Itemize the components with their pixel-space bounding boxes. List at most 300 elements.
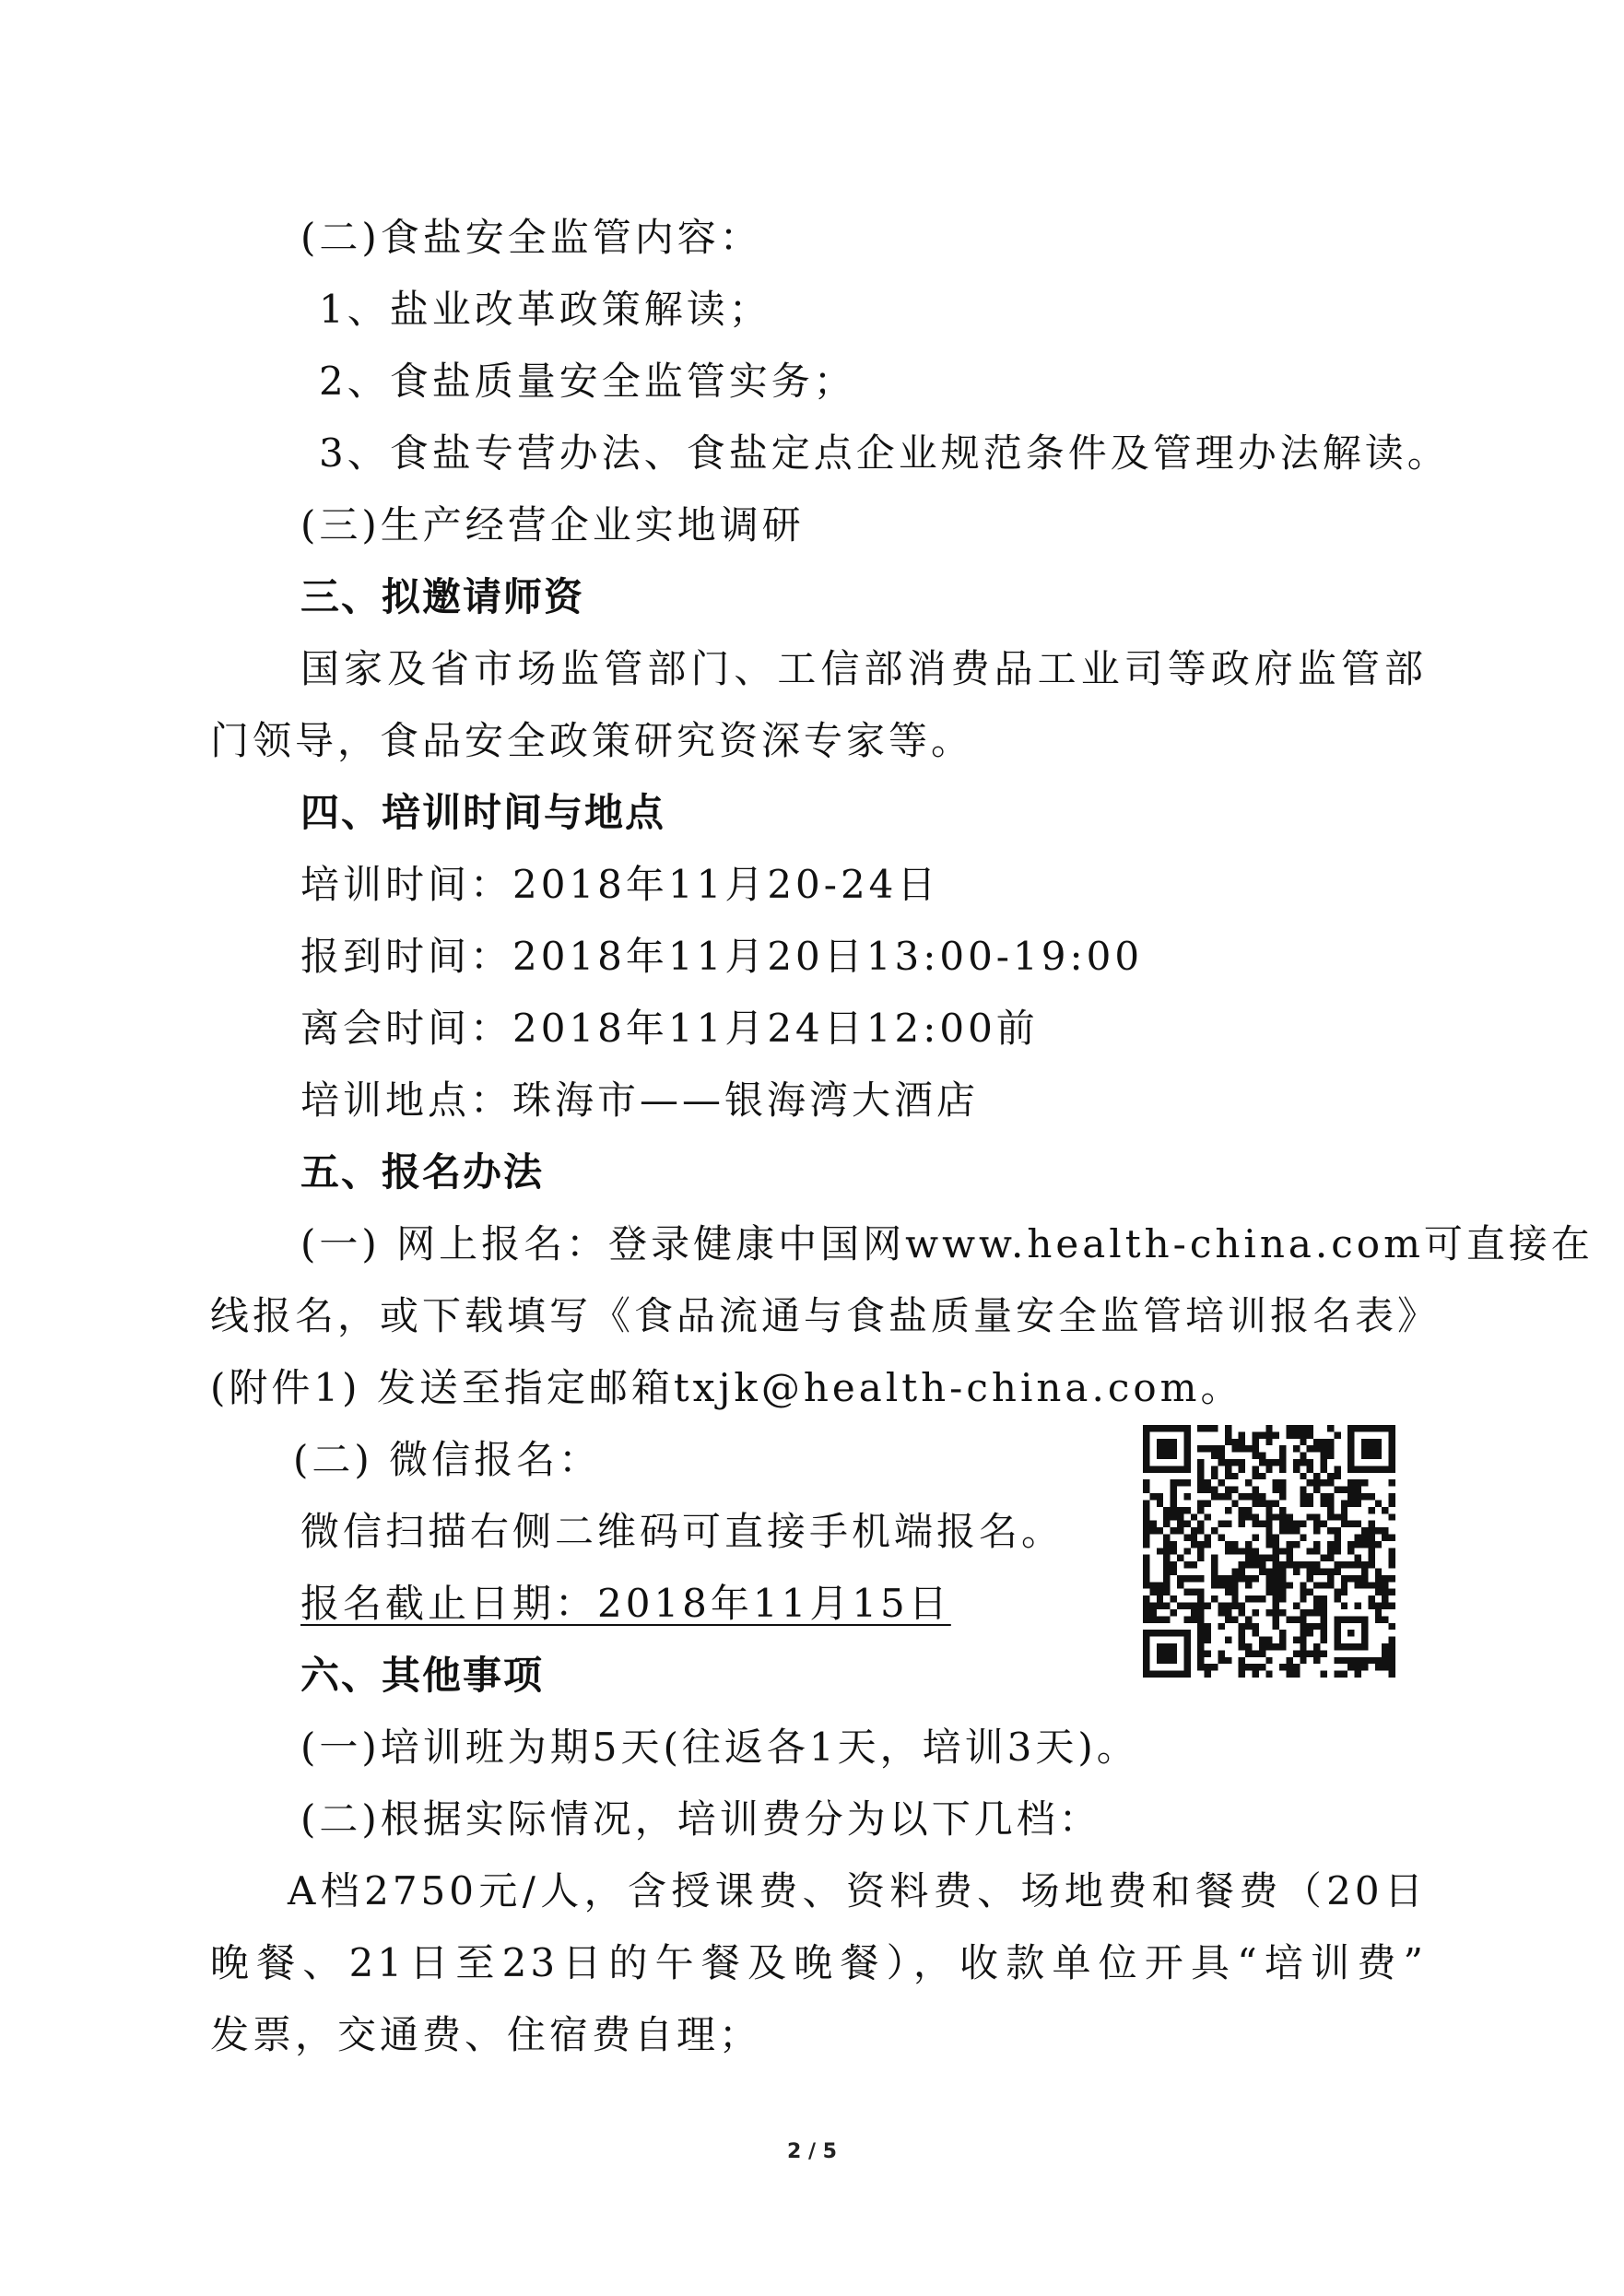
qr-module: [1177, 1527, 1183, 1534]
wechat-qr-code[interactable]: [1143, 1425, 1395, 1678]
qr-module: [1279, 1630, 1286, 1636]
qr-module: [1149, 1616, 1156, 1622]
qr-module: [1171, 1569, 1177, 1575]
qr-module: [1225, 1575, 1231, 1582]
qr-module: [1321, 1555, 1327, 1561]
page-number: 2 / 5: [787, 2140, 837, 2163]
qr-module: [1279, 1459, 1286, 1466]
qr-module: [1375, 1664, 1382, 1670]
qr-module: [1273, 1479, 1279, 1486]
qr-module: [1389, 1603, 1395, 1609]
qr-module: [1143, 1595, 1149, 1602]
qr-module: [1143, 1582, 1149, 1588]
qr-module: [1197, 1487, 1204, 1493]
qr-module: [1252, 1493, 1258, 1500]
qr-module: [1197, 1589, 1204, 1595]
qr-module: [1259, 1500, 1265, 1506]
qr-module: [1183, 1548, 1190, 1554]
qr-module: [1313, 1473, 1320, 1479]
qr-module: [1163, 1582, 1170, 1588]
qr-module: [1197, 1664, 1204, 1670]
qr-module: [1265, 1521, 1272, 1527]
qr-module: [1307, 1589, 1313, 1595]
qr-module: [1327, 1575, 1334, 1582]
qr-module: [1273, 1623, 1279, 1630]
qr-module: [1245, 1479, 1252, 1486]
qr-module: [1287, 1616, 1293, 1622]
qr-module: [1382, 1616, 1388, 1622]
qr-module: [1313, 1603, 1320, 1609]
qr-module: [1143, 1541, 1149, 1548]
qr-module: [1300, 1453, 1306, 1459]
qr-module: [1327, 1541, 1334, 1548]
qr-module: [1300, 1521, 1306, 1527]
qr-module: [1218, 1534, 1224, 1540]
qr-module: [1205, 1623, 1211, 1630]
qr-module: [1231, 1616, 1238, 1622]
qr-module: [1265, 1466, 1272, 1472]
qr-module: [1382, 1527, 1388, 1534]
qr-module: [1265, 1541, 1272, 1548]
qr-module: [1218, 1445, 1224, 1452]
qr-module: [1239, 1569, 1245, 1575]
qr-module: [1218, 1603, 1224, 1609]
qr-module: [1205, 1500, 1211, 1506]
qr-module: [1265, 1569, 1272, 1575]
qr-module: [1231, 1541, 1238, 1548]
heading-teachers: 三、拟邀请师资: [300, 574, 585, 619]
qr-module: [1300, 1609, 1306, 1616]
qr-module: [1382, 1657, 1388, 1664]
qr-module: [1259, 1521, 1265, 1527]
qr-module: [1300, 1637, 1306, 1643]
online-registration-line-1: (一) 网上报名：登录健康中国网www.health-china.com可直接在: [300, 1221, 1594, 1266]
qr-module: [1171, 1500, 1177, 1506]
qr-module: [1197, 1445, 1204, 1452]
qr-module: [1225, 1473, 1231, 1479]
qr-module: [1265, 1582, 1272, 1588]
qr-module: [1239, 1630, 1245, 1636]
qr-module: [1225, 1439, 1231, 1445]
qr-module: [1163, 1616, 1170, 1622]
qr-module: [1313, 1487, 1320, 1493]
qr-module: [1313, 1650, 1320, 1656]
qr-module: [1197, 1623, 1204, 1630]
qr-module: [1300, 1534, 1306, 1540]
qr-module: [1300, 1500, 1306, 1506]
qr-module: [1321, 1616, 1327, 1622]
qr-module: [1252, 1548, 1258, 1554]
qr-module: [1211, 1445, 1218, 1452]
qr-module: [1149, 1603, 1156, 1609]
qr-module: [1347, 1500, 1354, 1506]
qr-module: [1245, 1650, 1252, 1656]
qr-module: [1252, 1521, 1258, 1527]
qr-module: [1265, 1657, 1272, 1664]
qr-module: [1279, 1569, 1286, 1575]
qr-module: [1279, 1664, 1286, 1670]
qr-module: [1273, 1487, 1279, 1493]
qr-module: [1375, 1569, 1382, 1575]
qr-module: [1321, 1603, 1327, 1609]
qr-module: [1273, 1561, 1279, 1568]
qr-module: [1239, 1445, 1245, 1452]
qr-module: [1389, 1664, 1395, 1670]
qr-module: [1225, 1487, 1231, 1493]
qr-module: [1239, 1459, 1245, 1466]
qr-module: [1279, 1527, 1286, 1534]
qr-module: [1307, 1431, 1313, 1438]
registration-deadline: 报名截止日期：2018年11月15日: [300, 1581, 951, 1626]
qr-module: [1231, 1445, 1238, 1452]
qr-module: [1157, 1603, 1163, 1609]
qr-module: [1355, 1521, 1361, 1527]
qr-module: [1279, 1521, 1286, 1527]
qr-module: [1355, 1575, 1361, 1582]
qr-module: [1197, 1555, 1204, 1561]
qr-module: [1389, 1555, 1395, 1561]
qr-module: [1361, 1582, 1368, 1588]
qr-module: [1265, 1507, 1272, 1513]
qr-module: [1239, 1609, 1245, 1616]
qr-module: [1355, 1561, 1361, 1568]
qr-module: [1361, 1534, 1368, 1540]
qr-module: [1177, 1479, 1183, 1486]
qr-module: [1157, 1616, 1163, 1622]
qr-module: [1197, 1595, 1204, 1602]
qr-module: [1252, 1575, 1258, 1582]
qr-module: [1279, 1609, 1286, 1616]
qr-module: [1273, 1541, 1279, 1548]
qr-module: [1171, 1527, 1177, 1534]
qr-module: [1197, 1541, 1204, 1548]
qr-module: [1143, 1534, 1149, 1540]
qr-module: [1239, 1561, 1245, 1568]
qr-module: [1334, 1541, 1340, 1548]
qr-module: [1245, 1541, 1252, 1548]
qr-module: [1239, 1493, 1245, 1500]
qr-module: [1143, 1616, 1149, 1622]
qr-module: [1279, 1637, 1286, 1643]
qr-module: [1313, 1643, 1320, 1650]
qr-module: [1307, 1493, 1313, 1500]
qr-module: [1300, 1487, 1306, 1493]
qr-module: [1347, 1548, 1354, 1554]
qr-module: [1143, 1575, 1149, 1582]
qr-module: [1197, 1603, 1204, 1609]
qr-module: [1259, 1459, 1265, 1466]
qr-module: [1218, 1657, 1224, 1664]
qr-module: [1197, 1521, 1204, 1527]
qr-module: [1239, 1548, 1245, 1554]
qr-module: [1300, 1431, 1306, 1438]
qr-module: [1197, 1609, 1204, 1616]
qr-module: [1245, 1664, 1252, 1670]
qr-module: [1197, 1637, 1204, 1643]
qr-module: [1163, 1603, 1170, 1609]
qr-module: [1171, 1487, 1177, 1493]
qr-module: [1307, 1459, 1313, 1466]
qr-module: [1171, 1541, 1177, 1548]
qr-module: [1327, 1513, 1334, 1520]
qr-module: [1321, 1466, 1327, 1472]
qr-module: [1273, 1609, 1279, 1616]
qr-module: [1300, 1425, 1306, 1431]
qr-module: [1382, 1534, 1388, 1540]
qr-module: [1157, 1595, 1163, 1602]
qr-module: [1334, 1527, 1340, 1534]
qr-module: [1361, 1561, 1368, 1568]
qr-module: [1327, 1582, 1334, 1588]
qr-module: [1293, 1569, 1300, 1575]
qr-module: [1334, 1657, 1340, 1664]
qr-module: [1313, 1609, 1320, 1616]
qr-module: [1157, 1582, 1163, 1588]
qr-module: [1300, 1439, 1306, 1445]
qr-module: [1211, 1473, 1218, 1479]
qr-module: [1183, 1589, 1190, 1595]
qr-module: [1321, 1459, 1327, 1466]
qr-module: [1149, 1493, 1156, 1500]
qr-module: [1341, 1500, 1347, 1506]
qr-module: [1321, 1500, 1327, 1506]
qr-module: [1327, 1500, 1334, 1506]
qr-module: [1293, 1664, 1300, 1670]
qr-module: [1252, 1473, 1258, 1479]
qr-module: [1177, 1575, 1183, 1582]
qr-module: [1287, 1425, 1293, 1431]
qr-module: [1245, 1575, 1252, 1582]
qr-module: [1259, 1493, 1265, 1500]
qr-module: [1265, 1609, 1272, 1616]
qr-module: [1231, 1439, 1238, 1445]
qr-module: [1368, 1595, 1374, 1602]
qr-module: [1225, 1541, 1231, 1548]
qr-module: [1163, 1555, 1170, 1561]
qr-module: [1273, 1616, 1279, 1622]
qr-module: [1191, 1603, 1197, 1609]
qr-module: [1197, 1650, 1204, 1656]
qr-module: [1375, 1575, 1382, 1582]
qr-module: [1307, 1569, 1313, 1575]
fee-tier-a-line-1: A档2750元/人，含授课费、资料费、场地费和餐费（20日: [288, 1868, 1427, 1913]
qr-module: [1334, 1513, 1340, 1520]
qr-module: [1163, 1569, 1170, 1575]
qr-module: [1273, 1589, 1279, 1595]
qr-module: [1327, 1527, 1334, 1534]
qr-module: [1252, 1623, 1258, 1630]
qr-module: [1389, 1623, 1395, 1630]
qr-module: [1321, 1671, 1327, 1678]
qr-module: [1273, 1548, 1279, 1554]
qr-module: [1197, 1425, 1204, 1431]
qr-module: [1327, 1473, 1334, 1479]
qr-module: [1171, 1513, 1177, 1520]
qr-module: [1293, 1521, 1300, 1527]
qr-module: [1265, 1500, 1272, 1506]
qr-module: [1157, 1589, 1163, 1595]
qr-module: [1218, 1479, 1224, 1486]
qr-module: [1245, 1445, 1252, 1452]
qr-module: [1252, 1453, 1258, 1459]
qr-module: [1252, 1431, 1258, 1438]
qr-module: [1313, 1561, 1320, 1568]
qr-module: [1368, 1507, 1374, 1513]
qr-module: [1239, 1439, 1245, 1445]
qr-module: [1313, 1548, 1320, 1554]
qr-module: [1327, 1445, 1334, 1452]
qr-module: [1225, 1657, 1231, 1664]
qr-module: [1273, 1555, 1279, 1561]
qr-module: [1293, 1603, 1300, 1609]
qr-module: [1341, 1603, 1347, 1609]
qr-module: [1273, 1534, 1279, 1540]
qr-module: [1327, 1439, 1334, 1445]
qr-module: [1205, 1479, 1211, 1486]
qr-module: [1197, 1548, 1204, 1554]
qr-module: [1321, 1637, 1327, 1643]
qr-module: [1265, 1459, 1272, 1466]
qr-module: [1279, 1589, 1286, 1595]
qr-module: [1252, 1445, 1258, 1452]
qr-module: [1143, 1561, 1149, 1568]
qr-module: [1218, 1582, 1224, 1588]
fee-tier-a-line-3: 发票，交通费、住宿费自理；: [210, 2012, 762, 2057]
qr-module: [1300, 1616, 1306, 1622]
qr-module: [1205, 1445, 1211, 1452]
list-item-2: 2、食盐质量安全监管实务；: [319, 359, 856, 404]
qr-module: [1321, 1623, 1327, 1630]
qr-module: [1205, 1603, 1211, 1609]
qr-module: [1183, 1521, 1190, 1527]
qr-module: [1389, 1657, 1395, 1664]
qr-module: [1205, 1487, 1211, 1493]
qr-module: [1279, 1582, 1286, 1588]
heading-registration: 五、报名办法: [300, 1149, 545, 1195]
qr-module: [1321, 1445, 1327, 1452]
qr-module: [1313, 1513, 1320, 1520]
qr-module: [1334, 1671, 1340, 1678]
qr-module: [1218, 1459, 1224, 1466]
qr-module: [1279, 1561, 1286, 1568]
section-2-title: (二)食盐安全监管内容：: [300, 215, 762, 260]
wechat-registration-title: (二) 微信报名：: [293, 1437, 602, 1482]
qr-module: [1355, 1534, 1361, 1540]
qr-module: [1259, 1473, 1265, 1479]
qr-module: [1382, 1650, 1388, 1656]
qr-module: [1197, 1507, 1204, 1513]
qr-module: [1143, 1521, 1149, 1527]
qr-module: [1389, 1548, 1395, 1554]
qr-module: [1157, 1493, 1163, 1500]
qr-module: [1239, 1603, 1245, 1609]
qr-module: [1252, 1561, 1258, 1568]
qr-module: [1265, 1555, 1272, 1561]
qr-module: [1321, 1439, 1327, 1445]
qr-module: [1211, 1561, 1218, 1568]
qr-module: [1368, 1555, 1374, 1561]
qr-module: [1252, 1487, 1258, 1493]
qr-module: [1368, 1527, 1374, 1534]
qr-module: [1279, 1513, 1286, 1520]
qr-module: [1341, 1575, 1347, 1582]
qr-module: [1389, 1534, 1395, 1540]
qr-module: [1293, 1637, 1300, 1643]
qr-module: [1259, 1431, 1265, 1438]
qr-module: [1327, 1493, 1334, 1500]
qr-module: [1361, 1664, 1368, 1670]
qr-module: [1252, 1534, 1258, 1540]
qr-module: [1197, 1500, 1204, 1506]
qr-module: [1149, 1589, 1156, 1595]
qr-module: [1313, 1623, 1320, 1630]
qr-module: [1361, 1575, 1368, 1582]
qr-module: [1307, 1548, 1313, 1554]
qr-module: [1389, 1643, 1395, 1650]
qr-module: [1307, 1561, 1313, 1568]
paragraph-teachers-line-2: 门领导，食品安全政策研究资深专家等。: [210, 718, 974, 763]
qr-module: [1245, 1548, 1252, 1554]
qr-module: [1225, 1507, 1231, 1513]
qr-module: [1355, 1555, 1361, 1561]
qr-module: [1279, 1507, 1286, 1513]
qr-module: [1163, 1507, 1170, 1513]
qr-module: [1375, 1541, 1382, 1548]
qr-module: [1287, 1513, 1293, 1520]
qr-module: [1231, 1603, 1238, 1609]
qr-module: [1273, 1582, 1279, 1588]
qr-module: [1231, 1595, 1238, 1602]
other-item-1: (一)培训班为期5天(往返各1天，培训3天)。: [300, 1725, 1139, 1770]
qr-module: [1163, 1534, 1170, 1540]
qr-module: [1259, 1664, 1265, 1670]
qr-module: [1327, 1569, 1334, 1575]
qr-module: [1368, 1548, 1374, 1554]
qr-module: [1177, 1555, 1183, 1561]
qr-module: [1389, 1561, 1395, 1568]
qr-module: [1327, 1425, 1334, 1431]
qr-module: [1163, 1561, 1170, 1568]
qr-module: [1375, 1582, 1382, 1588]
qr-module: [1239, 1466, 1245, 1472]
qr-module: [1321, 1630, 1327, 1636]
qr-module: [1341, 1487, 1347, 1493]
qr-module: [1347, 1487, 1354, 1493]
qr-module: [1211, 1664, 1218, 1670]
qr-module: [1245, 1513, 1252, 1520]
qr-module: [1307, 1650, 1313, 1656]
qr-module: [1382, 1582, 1388, 1588]
qr-module: [1279, 1595, 1286, 1602]
qr-module: [1171, 1609, 1177, 1616]
qr-module: [1171, 1493, 1177, 1500]
qr-module: [1300, 1595, 1306, 1602]
qr-module: [1265, 1513, 1272, 1520]
qr-module: [1143, 1479, 1149, 1486]
qr-module: [1347, 1479, 1354, 1486]
qr-module: [1231, 1473, 1238, 1479]
qr-module: [1375, 1527, 1382, 1534]
qr-module: [1205, 1541, 1211, 1548]
qr-module: [1259, 1569, 1265, 1575]
list-item-1: 1、盐业改革政策解读；: [319, 287, 771, 332]
qr-module: [1368, 1493, 1374, 1500]
qr-module: [1279, 1487, 1286, 1493]
qr-module: [1321, 1595, 1327, 1602]
qr-module: [1287, 1527, 1293, 1534]
qr-module: [1382, 1575, 1388, 1582]
qr-module: [1313, 1595, 1320, 1602]
